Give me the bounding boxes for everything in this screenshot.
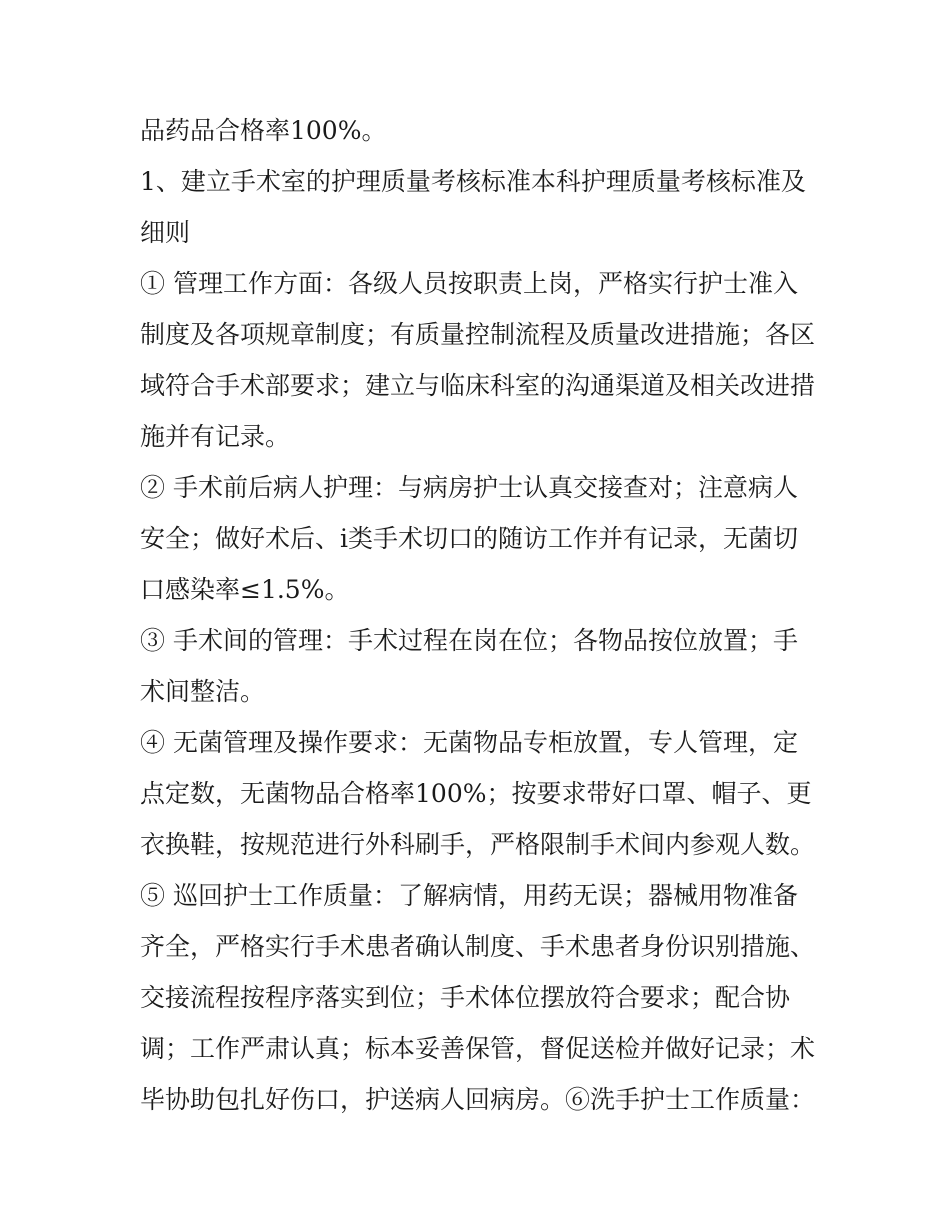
text-line: 安全；做好术后、ⅰ类手术切口的随访工作并有记录，无菌切	[140, 524, 798, 553]
text-line: 术间整洁。	[140, 677, 266, 706]
text-line: 交接流程按程序落实到位；手术体位摆放符合要求；配合协	[140, 983, 791, 1012]
text-line: 域符合手术部要求；建立与临床科室的沟通渠道及相关改进措	[140, 371, 816, 400]
text-line: ② 手术前后病人护理：与病房护士认真交接查对；注意病人	[140, 473, 798, 502]
document-body	[140, 105, 820, 1125]
text-line: ③ 手术间的管理：手术过程在岗在位；各物品按位放置；手	[140, 626, 798, 655]
text-line: ① 管理工作方面：各级人员按职责上岗，严格实行护士准入	[140, 269, 798, 298]
text-line: 制度及各项规章制度；有质量控制流程及质量改进措施；各区	[140, 320, 816, 349]
text-line: 齐全，严格实行手术患者确认制度、手术患者身份识别措施、	[140, 932, 816, 961]
text-line: ④ 无菌管理及操作要求：无菌物品专柜放置，专人管理，定	[140, 728, 798, 757]
text-line: 衣换鞋，按规范进行外科刷手，严格限制手术间内参观人数。	[140, 830, 816, 859]
text-line: 1、建立手术室的护理质量考核标准本科护理质量考核标准及	[140, 167, 806, 196]
text-line: 施并有记录。	[140, 422, 291, 451]
text-line: 点定数，无菌物品合格率100%；按要求带好口罩、帽子、更	[140, 779, 812, 808]
text-line: 品药品合格率100%。	[140, 116, 387, 145]
text-line: 毕协助包扎好伤口，护送病人回病房。⑥洗手护士工作质量：	[140, 1085, 816, 1114]
text-line: ⑤ 巡回护士工作质量：了解病情，用药无误；器械用物准备	[140, 881, 798, 910]
text-line: 调；工作严肃认真；标本妥善保管，督促送检并做好记录；术	[140, 1034, 816, 1063]
text-line: 口感染率≤1.5%。	[140, 575, 350, 604]
text-line: 细则	[140, 218, 191, 247]
